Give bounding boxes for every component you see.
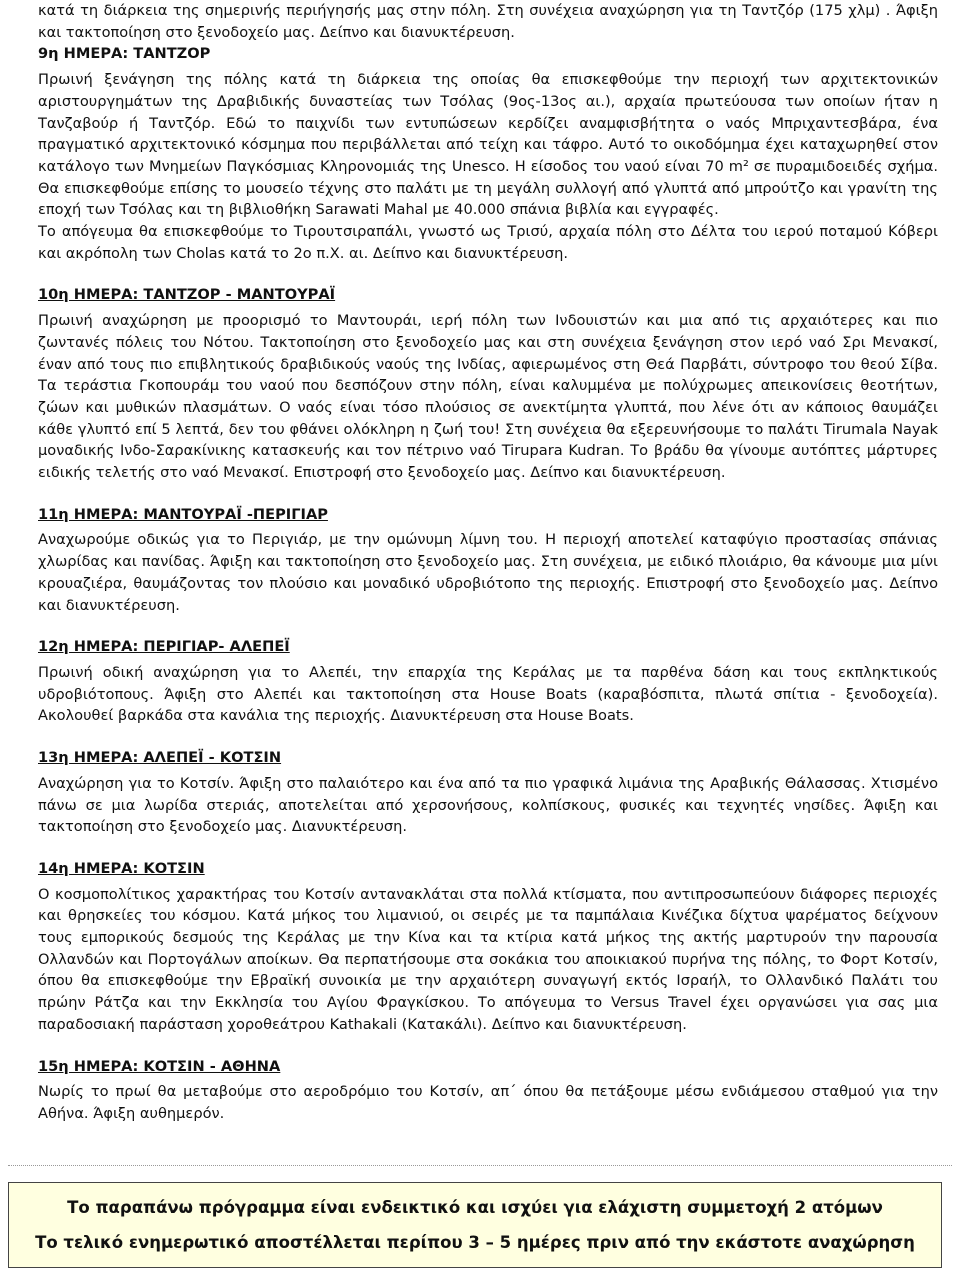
intro-paragraph: κατά τη διάρκεια της σημερινής περιήγησής μας στην πόλη. Στη συνέχεια αναχώρηση για τη Ταντζόρ (175 χλμ) . Άφιξη και τακτοποίηση στο ξενοδοχείο μας. Δείπνο και διανυκτέρευση.: [38, 2, 938, 41]
section-divider: [8, 1165, 952, 1166]
day-14-title: 14η ΗΜΕΡΑ: ΚΟΤΣΙΝ: [38, 859, 205, 877]
day-10-title: 10η ΗΜΕΡΑ: ΤΑΝΤΖΟΡ - ΜΑΝΤΟΥΡΑΪ: [38, 286, 336, 304]
day-13-paragraph: Αναχώρηση για το Κοτσίν. Άφιξη στο παλαιότερο και ένα από τα πιο γραφικά λιμάνια της Αραβικής Θάλασσας. Χτισμένο πάνω σε μια λωρίδα στεριάς, αποτελείται από χερσονήσους, κολπίσκους, φυσικές και τεχνητές νησίδες. Άφιξη και τακτοποίηση στο ξενοδοχείο μας. Διανυκτέρευση.: [38, 774, 938, 836]
day-12-section: [38, 636, 938, 727]
day-10-paragraph: Πρωινή αναχώρηση με προορισμό το Μαντουράι, ιερή πόλη των Ινδουιστών και μια από τις αρχαιότερες και πιο ζωντανές πόλεις του Νότου. Τακτοποίηση στο ξενοδοχείο μας και στη συνέχεια ξενάγηση στον ιερό ναό Σρι Μενακσί, έναν από τους πιο επιβλητικούς δραβιδικούς ναούς της Ινδίας, αφιερωμένος στη Θεά Παρβάτι, σύντροφο του θεού Σίβα. Τα τεράστια Γκοπουράμ του ναού που δεσπόζουν στην πόλη, είναι καλυμμένα με πολύχρωμες απεικονίσεις θεοτήτων, ζώων και μυθικών πλασμάτων. Ο ναός είναι τόσο πλούσιος σε ανεκτίμητα γλυπτά, που λένε ότι αν κάποιος θαυμάζει κάθε γλυπτό επί 5 λεπτά, δεν του φθάνει ολόκληρη η ζωή του! Στη συνέχεια θα εξερευνήσουμε το παλάτι Tirumala Nayak μοναδικής Ινδο-Σαρακίνικης κατασκευής και τον πέτρινο ναό Tirupara Kudran. Το βράδυ θα γίνουμε αυτόπτες μάρτυρες ειδικής τελετής στο ναό Μενακσί. Επιστροφή στο ξενοδοχείο μας. Δείπνο και διανυκτέρευση.: [38, 312, 938, 482]
day-11-paragraph: Αναχωρούμε οδικώς για το Περιγιάρ, με την ομώνυμη λίμνη του. Η περιοχή αποτελεί καταφύγιο προστασίας σπάνιας χλωρίδας και πανίδας. Άφιξη και τακτοποίηση στο ξενοδοχείο μας. Στη συνέχεια, με ειδικό πλοιάριο, θα κάνουμε μια μίνι κρουαζιέρα, θαυμάζοντας τον πλούσιο και μοναδικό υδροβιότοπο της περιοχής. Επιστροφή στο ξενοδοχείο μας. Δείπνο και διανυκτέρευση.: [38, 531, 938, 614]
day-15-title: 15η ΗΜΕΡΑ: ΚΟΤΣΙΝ - ΑΘΗΝΑ: [38, 1057, 281, 1075]
footer-notice-box: [8, 1182, 942, 1268]
day-12-paragraph: Πρωινή οδική αναχώρηση για το Αλεπέι, την επαρχία της Κεράλας με τα παρθένα δάση και τους εκπληκτικούς υδροβιότοπους. Άφιξη στο Αλεπέι και τακτοποίηση στα House Boats (καραβόσπιτα, πλωτά σπίτια - ξενοδοχεία). Ακολουθεί βαρκάδα στα κανάλια της περιοχής. Διανυκτέρευση στα House Boats.: [38, 663, 938, 725]
day-9-paragraph-2: Το απόγευμα θα επισκεφθούμε το Τιρουτσιραπάλι, γνωστό ως Τρισύ, αρχαία πόλη στο Δέλτα του ιερού ποταμού Κόβερι και ακρόπολη των Cholas κατά το 2ο π.Χ. αι. Δείπνο και διανυκτέρευση.: [38, 223, 938, 262]
day-13-section: [38, 747, 938, 838]
day-9-paragraph-1: Πρωινή ξενάγηση της πόλης κατά τη διάρκεια της οποίας θα επισκεφθούμε την περιοχή των αρχιτεκτονικών αριστουργημάτων της Δραβιδικής δυναστείας των Τσόλας (9ος-13ος αι.), αρχαία πρωτεύουσα των οποίων ήταν η Τανζαβούρ ή Ταντζόρ. Εδώ το παιχνίδι των εντυπώσεων κερδίζει αναμφισβήτητα ο ναός Μπριχαντεσβάρα, ένα πραγματικό αρχιτεκτονικό κόσμημα που περιβάλλεται από τείχη και τάφρο. Αυτό το οικοδόμημα έχει καταχωρηθεί στον κατάλογο των Μνημείων Παγκόσμιας Κληρονομιάς της Unesco. Η είσοδος του ναού είναι 70 m² σε πυραμιδοειδές σχήμα. Θα επισκεφθούμε επίσης το μουσείο τέχνης στο παλάτι με τη μεγάλη συλλογή από γλυπτά από μπρούτζο και γρανίτη της εποχή των Τσόλας και τη βιβλιοθήκη Sarawati Mahal με 40.000 σπάνια βιβλία και εγγραφές.: [38, 71, 938, 219]
day-12-title: 12η ΗΜΕΡΑ: ΠΕΡΙΓΙΑΡ- ΑΛΕΠΕΪ: [38, 638, 290, 656]
day-14-paragraph: Ο κοσμοπολίτικος χαρακτήρας του Κοτσίν αντανακλάται στα πολλά κτίσματα, που αντιπροσωπεύουν διάφορες περιοχές και θρησκείες του κόσμου. Κατά μήκος του λιμανιού, οι σειρές με τα παμπάλαια Κινέζικα δίχτυα ψαρέματος δείχνουν τους εμπορικούς δεσμούς της Κεράλας με την Κίνα και τα κτίρια κατά μήκος της ακτής μαρτυρούν την παρουσία Ολλανδών και Πορτογάλων αποίκων. Θα περπατήσουμε στα σοκάκια του αποικιακού πυρήνα της πόλης, το Φορτ Κοτσίν, όπου θα επισκεφθούμε την Εβραϊκή συνοικία με την αρχαιότερη συναγωγή εκτός Ισραήλ, το Ολλανδικό Παλάτι του πρώην Ράτζα και την Εκκλησία του Αγίου Φραγκίσκου. Το απόγευμα το Versus Travel έχει οργανώσει για σας μια παραδοσιακή παράσταση χοροθεάτρου Kathakali (Κατακάλι). Δείπνο και διανυκτέρευση.: [38, 885, 938, 1033]
footer-notice-line-1: Το παραπάνω πρόγραμμα είναι ενδεικτικό και ισχύει για ελάχιστη συμμετοχή 2 ατόμων: [67, 1198, 883, 1217]
day-14-section: [38, 858, 938, 1036]
day-10-section: [38, 284, 938, 483]
day-9-section: [38, 43, 938, 264]
day-9-title: 9η ΗΜΕΡΑ: ΤΑΝΤΖΟΡ: [38, 45, 211, 63]
day-15-section: [38, 1056, 938, 1125]
day-11-section: [38, 504, 938, 617]
day-11-title: 11η ΗΜΕΡΑ: ΜΑΝΤΟΥΡΑΪ -ΠΕΡΙΓΙΑΡ: [38, 505, 328, 523]
footer-notice-line-2: Το τελικό ενημερωτικό αποστέλλεται περίπου 3 – 5 ημέρες πριν από την εκάστοτε αναχώρηση: [35, 1233, 915, 1252]
itinerary-document: [38, 0, 938, 1145]
day-13-title: 13η ΗΜΕΡΑ: ΑΛΕΠΕΪ - ΚΟΤΣΙΝ: [38, 749, 282, 767]
day-15-paragraph: Νωρίς το πρωί θα μεταβούμε στο αεροδρόμιο του Κοτσίν, απ΄ όπου θα πετάξουμε μέσω ενδιάμεσου σταθμού για την Αθήνα. Άφιξη αυθημερόν.: [38, 1083, 938, 1122]
